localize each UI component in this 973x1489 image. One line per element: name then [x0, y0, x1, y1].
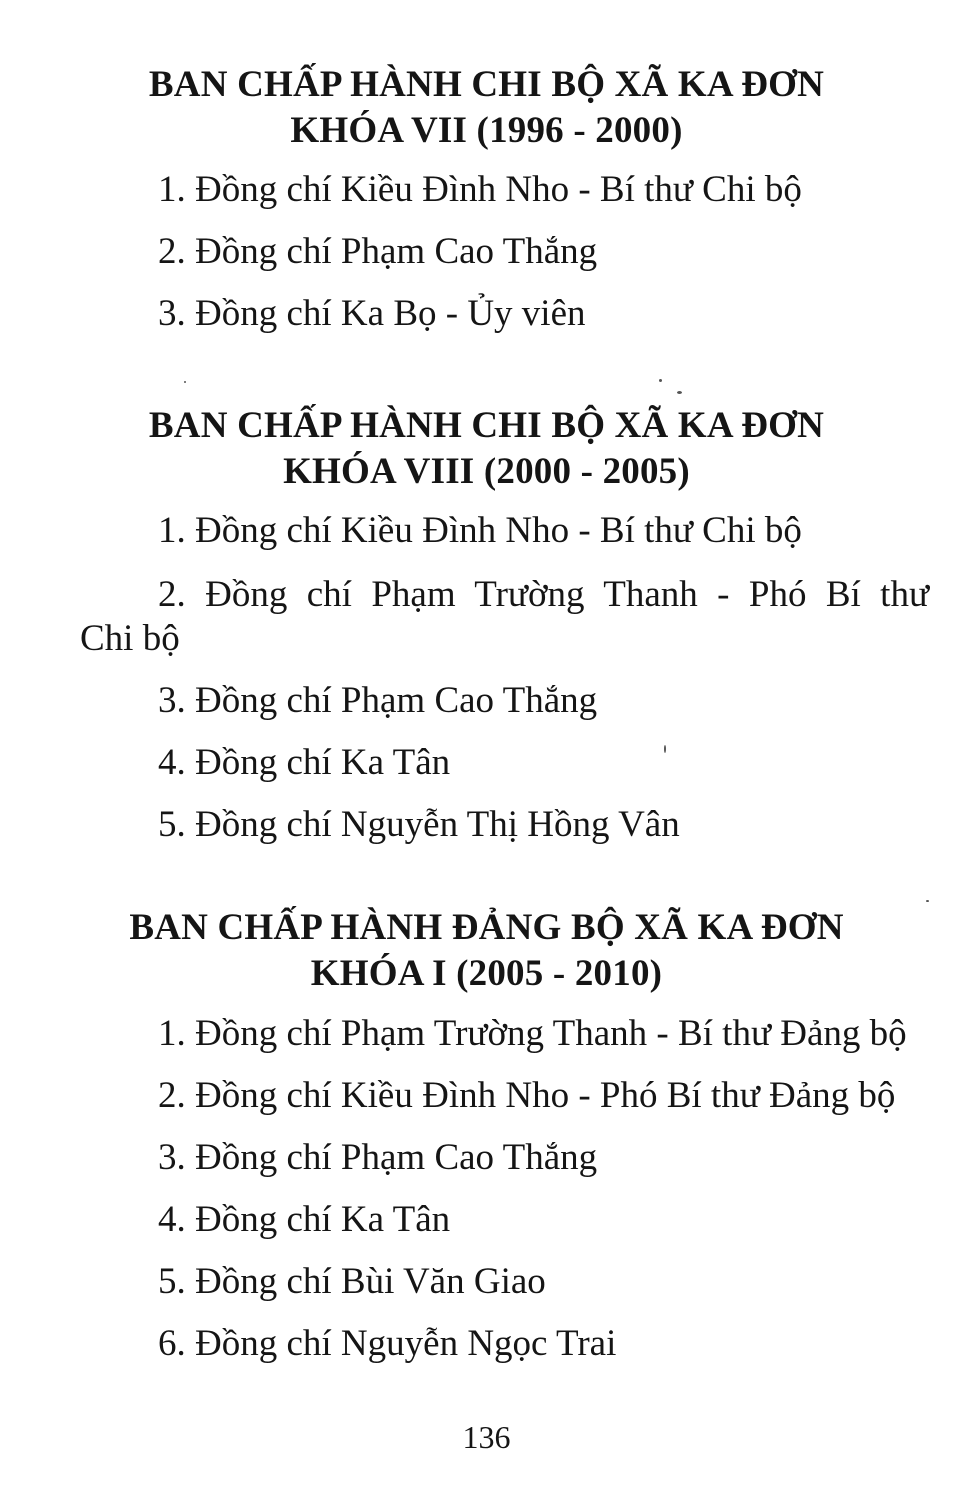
scan-speck	[664, 745, 666, 753]
section-2-item-2-continuation: Chi bộ	[80, 618, 180, 659]
section-3-item-5: 5. Đồng chí Bùi Văn Giao	[158, 1261, 546, 1302]
section-1-title: BAN CHẤP HÀNH CHI BỘ XÃ KA ĐƠN	[148, 64, 825, 105]
scan-speck	[926, 900, 929, 902]
section-3-term: KHÓA I (2005 - 2010)	[310, 953, 663, 994]
section-2-item-2: 2. Đồng chí Phạm Trường Thanh - Phó Bí thư	[158, 574, 929, 615]
page-number: 136	[462, 1419, 511, 1455]
section-1-item-3: 3. Đồng chí Ka Bọ - Ủy viên	[158, 293, 586, 334]
section-1-item-2: 2. Đồng chí Phạm Cao Thắng	[158, 231, 598, 272]
section-3-item-6: 6. Đồng chí Nguyễn Ngọc Trai	[158, 1323, 617, 1364]
section-3-item-4: 4. Đồng chí Ka Tân	[158, 1199, 451, 1240]
section-3-item-2: 2. Đồng chí Kiều Đình Nho - Phó Bí thư Đảng bộ	[158, 1075, 896, 1116]
section-2-item-3: 3. Đồng chí Phạm Cao Thắng	[158, 680, 598, 721]
section-3-item-1: 1. Đồng chí Phạm Trường Thanh - Bí thư Đảng bộ	[158, 1013, 907, 1054]
section-3-title: BAN CHẤP HÀNH ĐẢNG BỘ XÃ KA ĐƠN	[129, 907, 844, 948]
section-2-title: BAN CHẤP HÀNH CHI BỘ XÃ KA ĐƠN	[148, 405, 825, 446]
section-1-term: KHÓA VII (1996 - 2000)	[290, 110, 683, 151]
scan-speck	[184, 381, 186, 383]
section-3-item-3: 3. Đồng chí Phạm Cao Thắng	[158, 1137, 598, 1178]
section-2-item-1: 1. Đồng chí Kiều Đình Nho - Bí thư Chi bộ	[158, 510, 802, 551]
section-2-term: KHÓA VIII (2000 - 2005)	[283, 451, 690, 492]
section-2-item-5: 5. Đồng chí Nguyễn Thị Hồng Vân	[158, 804, 680, 845]
section-1-item-1: 1. Đồng chí Kiều Đình Nho - Bí thư Chi bộ	[158, 169, 802, 210]
scan-speck	[659, 379, 662, 382]
section-2-item-4: 4. Đồng chí Ka Tân	[158, 742, 451, 783]
scan-speck	[677, 391, 682, 394]
